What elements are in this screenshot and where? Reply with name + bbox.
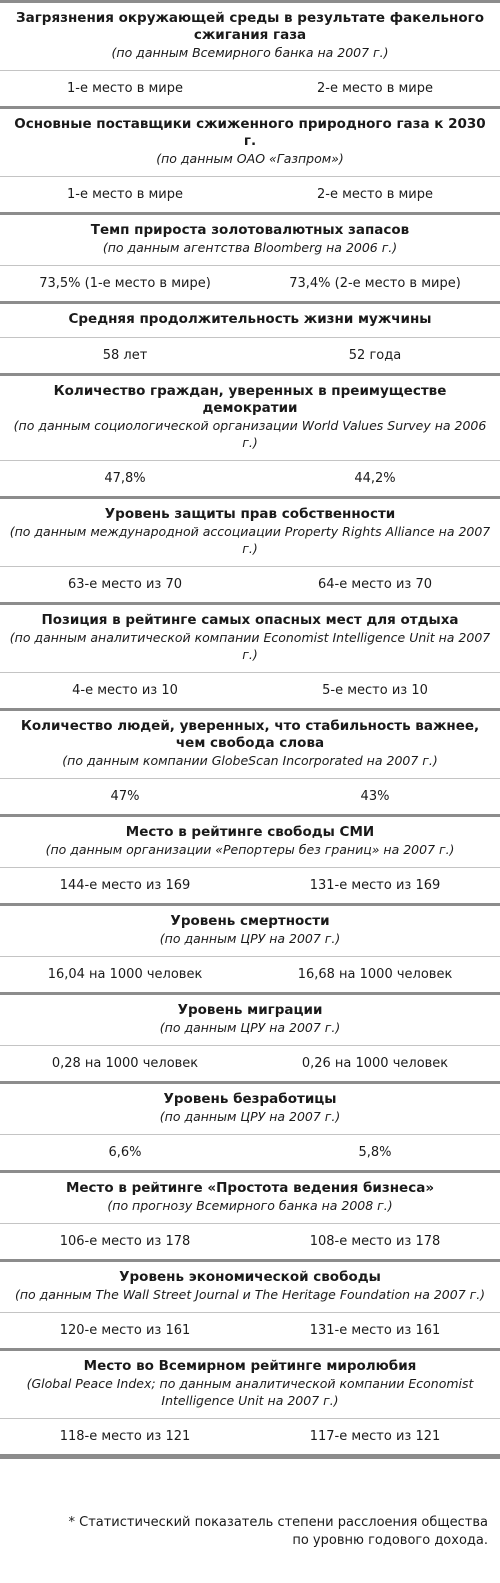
value-right: 2-е место в мире: [316, 81, 433, 96]
row-title: Уровень защиты прав собственности: [104, 506, 396, 522]
row-header: [0, 995, 500, 1045]
value-left: 58 лет: [102, 348, 148, 363]
table-row: [0, 711, 500, 817]
value-right: 2-е место в мире: [316, 187, 433, 202]
value-right: 131-е место из 161: [309, 1323, 441, 1338]
table-row: [0, 3, 500, 109]
table-row: [0, 995, 500, 1084]
row-header: [0, 817, 500, 867]
value-left: 0,28 на 1000 человек: [51, 1056, 199, 1071]
row-values: [0, 1134, 500, 1170]
row-title: Загрязнения окружающей среды в результате факельного сжигания газа: [16, 10, 484, 43]
table-row: [0, 215, 500, 304]
value-right: 73,4% (2-е место в мире): [289, 276, 461, 291]
row-values: [0, 460, 500, 496]
row-header: [0, 1084, 500, 1134]
row-title: Уровень смертности: [170, 913, 330, 929]
row-values: [0, 1223, 500, 1259]
table-row: [0, 1173, 500, 1262]
value-left: 16,04 на 1000 человек: [47, 967, 203, 982]
row-source: (по данным ЦРУ на 2007 г.): [159, 931, 341, 946]
row-title: Основные поставщики сжиженного природного газа к 2030 г.: [14, 116, 486, 149]
value-left: 1-е место в мире: [66, 187, 183, 202]
row-values: [0, 867, 500, 903]
row-source: (по данным агентства Bloomberg на 2006 г.): [102, 240, 398, 255]
value-right: 0,26 на 1000 человек: [301, 1056, 449, 1071]
table-row: [0, 1351, 500, 1459]
row-source: (по данным организации «Репортеры без границ» на 2007 г.): [45, 842, 455, 857]
row-values: [0, 1045, 500, 1081]
row-header: [0, 1262, 500, 1312]
row-title: Количество граждан, уверенных в преимуществе демократии: [53, 383, 447, 416]
row-values: [0, 566, 500, 602]
row-values: [0, 956, 500, 992]
row-title: Место в рейтинге «Простота ведения бизнеса»: [65, 1180, 435, 1196]
row-header: [0, 711, 500, 778]
value-left: 120-е место из 161: [59, 1323, 191, 1338]
row-header: [0, 906, 500, 956]
row-source: (по данным компании GlobeScan Incorporated на 2007 г.): [62, 753, 438, 768]
row-header: [0, 304, 500, 337]
rows-container: [0, 3, 500, 1459]
value-right: 131-е место из 169: [309, 878, 441, 893]
row-values: [0, 265, 500, 301]
value-left: 6,6%: [108, 1145, 142, 1160]
table-row: [0, 499, 500, 605]
row-title: Уровень миграции: [177, 1002, 323, 1018]
row-title: Средняя продолжительность жизни мужчины: [68, 311, 432, 327]
table-row: [0, 817, 500, 906]
table-row: [0, 304, 500, 376]
value-left: 106-е место из 178: [59, 1234, 191, 1249]
row-header: [0, 109, 500, 176]
value-left: 63-е место из 70: [67, 577, 182, 592]
row-title: Позиция в рейтинге самых опасных мест для отдыха: [41, 612, 459, 628]
row-source: (по прогнозу Всемирного банка на 2008 г.): [107, 1198, 393, 1213]
value-right: 44,2%: [354, 471, 396, 486]
value-left: 73,5% (1-е место в мире): [39, 276, 211, 291]
value-right: 108-е место из 178: [309, 1234, 441, 1249]
row-source: (по данным Всемирного банка на 2007 г.): [111, 45, 389, 60]
row-source: (по данным ЦРУ на 2007 г.): [159, 1109, 341, 1124]
value-right: 5-е место из 10: [322, 683, 428, 698]
row-header: [0, 376, 500, 460]
table-row: [0, 376, 500, 499]
row-title: Темп прироста золотовалютных запасов: [90, 222, 410, 238]
table-row: [0, 1084, 500, 1173]
table-row: [0, 1262, 500, 1351]
value-right: 16,68 на 1000 человек: [297, 967, 453, 982]
value-left: 1-е место в мире: [66, 81, 183, 96]
row-header: [0, 1173, 500, 1223]
row-values: [0, 778, 500, 814]
row-values: [0, 70, 500, 106]
value-right: 43%: [360, 789, 390, 804]
row-title: Место в рейтинге свободы СМИ: [125, 824, 375, 840]
row-title: Место во Всемирном рейтинге миролюбия: [83, 1358, 417, 1374]
row-source: (Global Peace Index; по данным аналитической компании Economist Intelligence Unit на 2007 г.): [26, 1376, 474, 1408]
row-source: (по данным аналитической компании Economist Intelligence Unit на 2007 г.): [9, 630, 491, 662]
row-source: (по данным международной ассоциации Property Rights Alliance на 2007 г.): [9, 524, 491, 556]
row-values: [0, 1312, 500, 1348]
row-source: (по данным The Wall Street Journal и The Heritage Foundation на 2007 г.): [14, 1287, 486, 1302]
value-left: 4-е место из 10: [72, 683, 178, 698]
value-left: 47,8%: [104, 471, 146, 486]
footnote: * Статистический показатель степени расслоения общества по уровню годового дохода.: [68, 1515, 488, 1548]
value-right: 64-е место из 70: [317, 577, 432, 592]
value-right: 52 года: [348, 348, 402, 363]
row-header: [0, 605, 500, 672]
row-values: [0, 176, 500, 212]
row-source: (по данным социологической организации World Values Survey на 2006 г.): [13, 418, 487, 450]
row-header: [0, 215, 500, 265]
row-title: Количество людей, уверенных, что стабильность важнее, чем свобода слова: [20, 718, 480, 751]
row-values: [0, 337, 500, 373]
value-right: 117-е место из 121: [309, 1429, 441, 1444]
row-title: Уровень безработицы: [163, 1091, 337, 1107]
row-values: [0, 672, 500, 708]
value-left: 47%: [110, 789, 140, 804]
row-title: Уровень экономической свободы: [119, 1269, 381, 1285]
table-row: [0, 605, 500, 711]
value-left: 144-е место из 169: [59, 878, 191, 893]
row-header: [0, 1351, 500, 1418]
row-values: [0, 1418, 500, 1454]
row-header: [0, 499, 500, 566]
value-right: 5,8%: [358, 1145, 392, 1160]
table-row: [0, 109, 500, 215]
row-source: (по данным ЦРУ на 2007 г.): [159, 1020, 341, 1035]
table-row: [0, 906, 500, 995]
row-header: [0, 3, 500, 70]
value-left: 118-е место из 121: [59, 1429, 191, 1444]
row-source: (по данным ОАО «Газпром»): [156, 151, 344, 166]
